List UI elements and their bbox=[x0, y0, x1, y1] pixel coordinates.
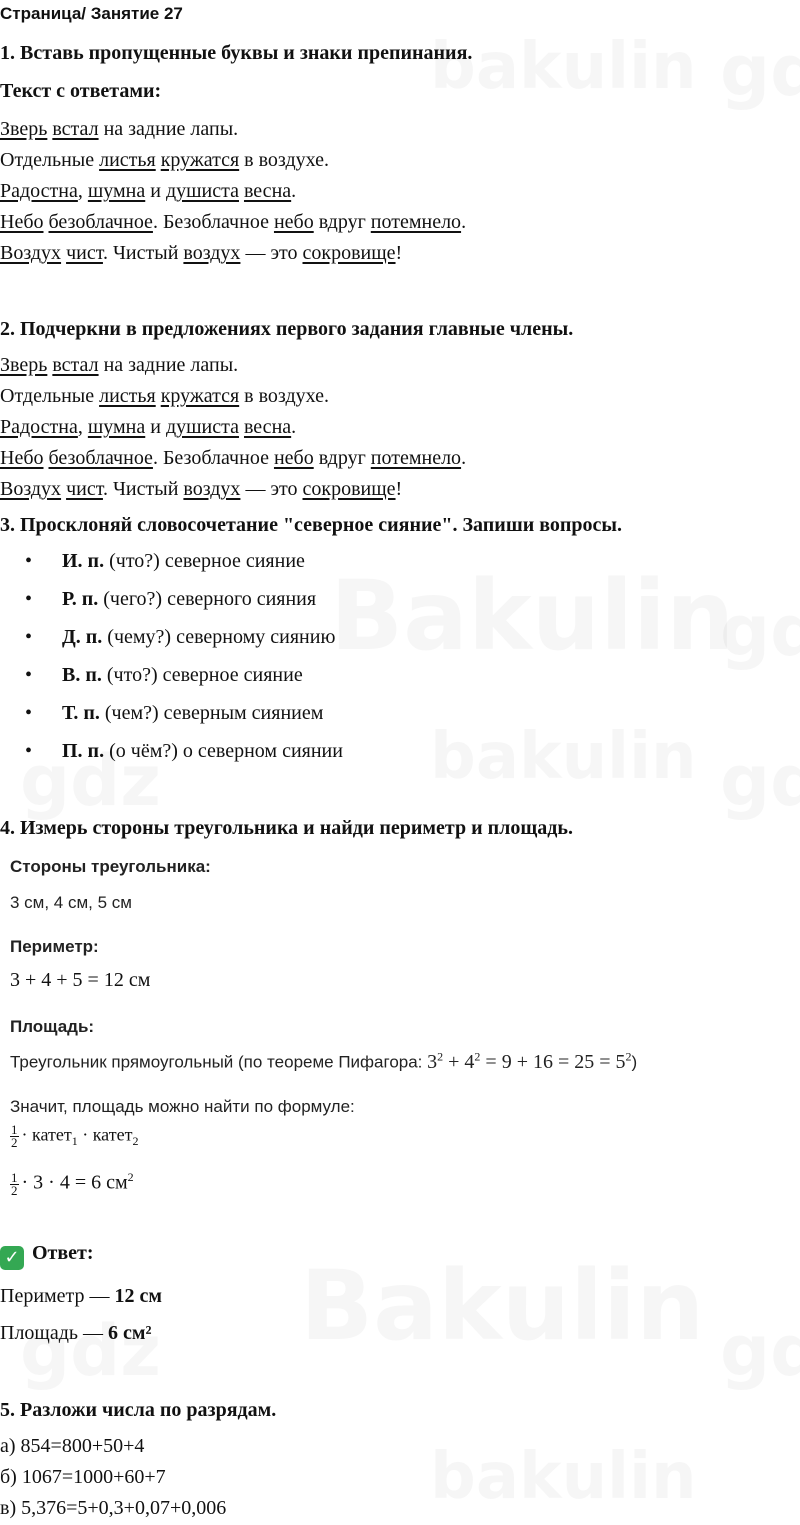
answer-heading bbox=[0, 1240, 94, 1270]
text-segment: в воздухе. bbox=[239, 149, 329, 171]
case-name: Т. п. bbox=[62, 702, 100, 724]
text-segment: . bbox=[461, 447, 467, 469]
case-name: П. п. bbox=[62, 740, 105, 762]
underlined-word: Зверь bbox=[0, 118, 48, 140]
perimeter-label: Периметр: bbox=[10, 937, 99, 956]
text-segment: . Безоблачное bbox=[152, 211, 274, 233]
underlined-word: кружатся bbox=[160, 149, 240, 171]
check-mark-icon: ✓ bbox=[0, 1246, 24, 1270]
task1-line bbox=[0, 178, 296, 204]
underlined-word: потемнело bbox=[370, 447, 462, 469]
underlined-word: сокровище bbox=[302, 242, 396, 264]
pythagoras-note: Треугольник прямоугольный (по теореме Пифагора: $3^2 + 4^2 = 9 + 16 = 25 = 5^2$) bbox=[10, 1049, 638, 1073]
watermark bbox=[720, 1310, 800, 1392]
text-segment: . Чистый bbox=[102, 242, 184, 264]
watermark bbox=[300, 1250, 704, 1362]
case-form: (что?) северное сияние bbox=[101, 664, 303, 686]
underlined-word: безоблачное bbox=[48, 447, 153, 469]
underlined-word: чист bbox=[66, 478, 103, 500]
case-form: (чего?) северного сияния bbox=[98, 588, 317, 610]
task2-line bbox=[0, 445, 466, 471]
task2-line bbox=[0, 383, 329, 409]
text-segment: ! bbox=[395, 478, 403, 500]
underlined-word: Радостна bbox=[0, 180, 78, 202]
task2-line bbox=[0, 476, 402, 502]
answer-perimeter: Периметр — 12 см bbox=[0, 1285, 163, 1307]
bullet-icon: • bbox=[25, 740, 33, 762]
text-segment: . bbox=[291, 180, 297, 202]
text-segment: . bbox=[461, 211, 467, 233]
watermark bbox=[720, 30, 800, 112]
task1-line bbox=[0, 240, 402, 266]
text-segment: вдруг bbox=[313, 211, 371, 233]
underlined-word: весна bbox=[243, 416, 292, 438]
underlined-word: душиста bbox=[165, 416, 239, 438]
text-segment: Отдельные bbox=[0, 149, 100, 171]
page-header: Страница/ Занятие 27 bbox=[0, 4, 183, 23]
underlined-word: душиста bbox=[165, 180, 239, 202]
task2-title: 2. Подчеркни в предложениях первого задания главные члены. bbox=[0, 318, 574, 340]
underlined-word: Небо bbox=[0, 447, 44, 469]
answer-area: Площадь — 6 см² bbox=[0, 1322, 152, 1344]
case-name: И. п. bbox=[62, 550, 105, 572]
underlined-word: листья bbox=[99, 385, 156, 407]
underlined-word: встал bbox=[52, 118, 99, 140]
perimeter-formula: 3 + 4 + 5 = 12 см bbox=[10, 969, 151, 991]
text-segment: и bbox=[145, 180, 166, 202]
expansion-line: б) 1067=1000+60+7 bbox=[0, 1466, 166, 1488]
task2-line bbox=[0, 414, 296, 440]
underlined-word: Небо bbox=[0, 211, 44, 233]
underlined-word: потемнело bbox=[370, 211, 462, 233]
text-segment: . Чистый bbox=[102, 478, 184, 500]
expansion-line: в) 5,376=5+0,3+0,07+0,006 bbox=[0, 1497, 227, 1519]
watermark bbox=[430, 720, 697, 794]
bullet-icon: • bbox=[25, 626, 33, 648]
text-segment: на задние лапы. bbox=[98, 354, 239, 376]
task1-line bbox=[0, 209, 466, 235]
case-form: (что?) северное сияние bbox=[104, 550, 305, 572]
underlined-word: воздух bbox=[183, 478, 241, 500]
task1-title: 1. Вставь пропущенные буквы и знаки препинания. bbox=[0, 42, 473, 64]
underlined-word: безоблачное bbox=[48, 211, 153, 233]
watermark bbox=[720, 740, 800, 822]
answer-title: Ответ: bbox=[32, 1242, 94, 1264]
fraction: $\frac{1}{2}$ bbox=[11, 1122, 18, 1150]
underlined-word: чист bbox=[66, 242, 103, 264]
bullet-icon: • bbox=[25, 588, 33, 610]
task1-line bbox=[0, 116, 238, 142]
text-segment: — это bbox=[240, 478, 303, 500]
text-segment: на задние лапы. bbox=[98, 118, 239, 140]
underlined-word: шумна bbox=[87, 180, 146, 202]
task2-line bbox=[0, 352, 238, 378]
watermark bbox=[720, 590, 800, 672]
text-segment: , bbox=[77, 180, 88, 202]
case-form: (чем?) северным сиянием bbox=[99, 702, 324, 724]
case-name: Р. п. bbox=[62, 588, 99, 610]
text-segment: в воздухе. bbox=[239, 385, 329, 407]
text-segment: Отдельные bbox=[0, 385, 100, 407]
task1-subtitle: Текст с ответами: bbox=[0, 80, 162, 102]
underlined-word: листья bbox=[99, 149, 156, 171]
underlined-word: Радостна bbox=[0, 416, 78, 438]
underlined-word: небо bbox=[273, 447, 314, 469]
text-segment: вдруг bbox=[313, 447, 371, 469]
underlined-word: весна bbox=[243, 180, 292, 202]
case-name: В. п. bbox=[62, 664, 102, 686]
underlined-word: кружатся bbox=[160, 385, 240, 407]
underlined-word: воздух bbox=[183, 242, 241, 264]
underlined-word: сокровище bbox=[302, 478, 396, 500]
task5-title: 5. Разложи числа по разрядам. bbox=[0, 1399, 277, 1421]
watermark bbox=[430, 1440, 697, 1514]
task4-title: 4. Измерь стороны треугольника и найди периметр и площадь. bbox=[0, 817, 573, 839]
bullet-icon: • bbox=[25, 664, 33, 686]
fraction: $\frac{1}{2}$ bbox=[11, 1169, 18, 1198]
underlined-word: Воздух bbox=[0, 478, 62, 500]
bullet-icon: • bbox=[25, 550, 33, 572]
task1-line bbox=[0, 147, 329, 173]
expansion-line: а) 854=800+50+4 bbox=[0, 1435, 145, 1457]
case-name: Д. п. bbox=[62, 626, 103, 648]
underlined-word: небо bbox=[273, 211, 314, 233]
underlined-word: встал bbox=[52, 354, 99, 376]
bullet-icon: • bbox=[25, 702, 33, 724]
area-formula-general: $\frac{1}{2}$ · катет$_1$ · катет$_2$ bbox=[11, 1122, 139, 1150]
underlined-word: Воздух bbox=[0, 242, 62, 264]
case-form: (о чём?) о северном сиянии bbox=[104, 740, 343, 762]
underlined-word: Зверь bbox=[0, 354, 48, 376]
sides-label: Стороны треугольника: bbox=[10, 857, 211, 876]
text-segment: , bbox=[77, 416, 88, 438]
area-formula-intro: Значит, площадь можно найти по формуле: bbox=[10, 1097, 355, 1116]
task3-title: 3. Просклоняй словосочетание "северное сияние". Запиши вопросы. bbox=[0, 514, 623, 536]
text-segment: . bbox=[291, 416, 297, 438]
text-segment: и bbox=[145, 416, 166, 438]
text-segment: . Безоблачное bbox=[152, 447, 274, 469]
area-formula-calc: $\frac{1}{2}$ · 3 · 4 = 6 $см^2$ bbox=[11, 1169, 134, 1198]
sides-value: 3 см, 4 см, 5 см bbox=[10, 893, 132, 912]
text-segment: ! bbox=[395, 242, 403, 264]
case-form: (чему?) северному сиянию bbox=[102, 626, 336, 648]
text-segment: — это bbox=[240, 242, 303, 264]
underlined-word: шумна bbox=[87, 416, 146, 438]
watermark bbox=[330, 560, 734, 672]
area-label: Площадь: bbox=[10, 1017, 95, 1036]
